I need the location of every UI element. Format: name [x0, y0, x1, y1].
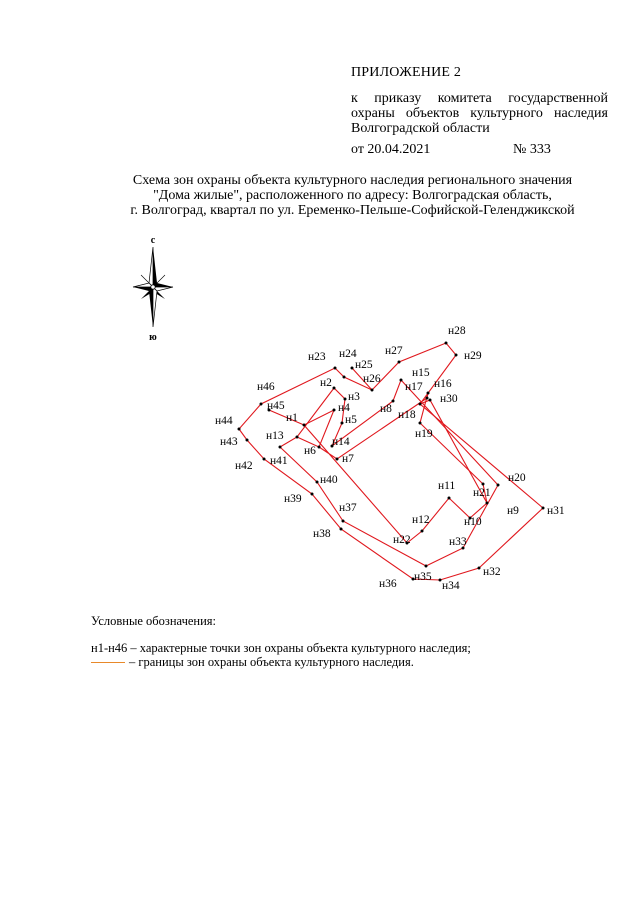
point-label-n5: н5: [345, 414, 357, 426]
point-marker: [344, 398, 347, 401]
point-label-n32: н32: [483, 566, 501, 578]
legend-border-row: [91, 655, 414, 670]
compass-south-label: ю: [149, 332, 157, 343]
point-marker: [333, 387, 336, 390]
point-marker: [341, 422, 344, 425]
compass-north-label: с: [150, 235, 156, 246]
point-marker: [419, 403, 422, 406]
point-label-n30: н30: [440, 393, 458, 405]
point-label-n26: н26: [363, 373, 381, 385]
point-marker: [303, 424, 306, 427]
point-label-n16: н16: [434, 378, 452, 390]
point-marker: [425, 565, 428, 568]
point-marker: [334, 367, 337, 370]
point-label-n18: н18: [398, 409, 416, 421]
point-label-n40: н40: [320, 474, 338, 486]
appendix-title: ПРИЛОЖЕНИЕ 2: [351, 65, 462, 80]
point-marker: [340, 528, 343, 531]
point-marker: [478, 567, 481, 570]
point-label-n29: н29: [464, 350, 482, 362]
point-marker: [497, 484, 500, 487]
order-reference: [351, 91, 608, 136]
point-label-n23: н23: [308, 351, 326, 363]
point-marker: [486, 502, 489, 505]
point-marker: [371, 389, 374, 392]
point-label-n27: н27: [385, 345, 403, 357]
point-marker: [342, 520, 345, 523]
point-label-n46: н46: [257, 381, 275, 393]
point-label-n15: н15: [412, 367, 430, 379]
order-line-1: к приказу комитета государственной: [351, 91, 608, 106]
point-marker: [260, 403, 263, 406]
title-line-3: г. Волгоград, квартал по ул. Еременко-Пельше-Софийской-Геленджикской: [130, 203, 575, 218]
point-label-n21: н21: [473, 487, 491, 499]
scheme-title: [60, 173, 640, 218]
order-date: от 20.04.2021: [351, 142, 431, 157]
point-label-n2: н2: [320, 377, 332, 389]
point-marker: [333, 409, 336, 412]
protection-zones-map: [205, 320, 595, 595]
point-label-n31: н31: [547, 505, 565, 517]
point-label-n14: н14: [332, 436, 350, 448]
title-line-1: Схема зон охраны объекта культурного наследия регионального значения: [132, 173, 573, 188]
point-label-n44: н44: [215, 415, 233, 427]
point-label-n9: н9: [507, 505, 519, 517]
point-marker: [448, 497, 451, 500]
point-marker: [336, 458, 339, 461]
point-label-n43: н43: [220, 436, 238, 448]
point-marker: [400, 379, 403, 382]
point-marker: [419, 422, 422, 425]
point-marker: [427, 392, 430, 395]
point-label-n6: н6: [304, 445, 316, 457]
point-marker: [426, 397, 429, 400]
point-marker: [316, 481, 319, 484]
compass-rose-icon: [128, 233, 178, 343]
point-marker: [398, 361, 401, 364]
legend-points-text: н1-н46 – характерные точки зон охраны объекта культурного наследия;: [91, 641, 471, 655]
point-label-n25: н25: [355, 359, 373, 371]
point-marker: [279, 446, 282, 449]
point-label-n3: н3: [348, 391, 360, 403]
title-line-2: "Дома жилые", расположенного по адресу: Волгоградская область,: [153, 188, 552, 203]
point-label-n7: н7: [342, 453, 354, 465]
point-marker: [429, 399, 432, 402]
point-marker: [351, 367, 354, 370]
point-marker: [421, 530, 424, 533]
zone-boundary-line: [304, 393, 487, 543]
point-label-n4: н4: [338, 402, 350, 414]
point-label-n22: н22: [393, 534, 411, 546]
legend-border-swatch: [91, 662, 125, 663]
point-marker: [412, 578, 415, 581]
point-label-n38: н38: [313, 528, 331, 540]
point-label-n39: н39: [284, 493, 302, 505]
point-marker: [311, 493, 314, 496]
point-label-n37: н37: [339, 502, 357, 514]
point-marker: [246, 439, 249, 442]
order-line-2: охраны объектов культурного наследия: [351, 106, 608, 121]
point-label-n42: н42: [235, 460, 253, 472]
point-marker: [296, 436, 299, 439]
point-label-n28: н28: [448, 325, 466, 337]
legend-heading: Условные обозначения:: [91, 614, 217, 628]
point-label-n12: н12: [412, 514, 430, 526]
point-label-n36: н36: [379, 578, 397, 590]
point-marker: [392, 400, 395, 403]
point-label-n24: н24: [339, 348, 357, 360]
point-label-n19: н19: [415, 428, 433, 440]
point-marker: [318, 446, 321, 449]
point-label-n17: н17: [405, 381, 423, 393]
point-label-n20: н20: [508, 472, 526, 484]
point-label-n33: н33: [449, 536, 467, 548]
point-label-n8: н8: [380, 403, 392, 415]
point-marker: [343, 376, 346, 379]
point-label-n10: н10: [464, 516, 482, 528]
point-marker: [455, 354, 458, 357]
point-label-n45: н45: [267, 400, 285, 412]
characteristic-points: [215, 325, 565, 592]
point-label-n13: н13: [266, 430, 284, 442]
point-marker: [263, 458, 266, 461]
order-number: № 333: [513, 142, 551, 157]
point-marker: [445, 342, 448, 345]
point-label-n1: н1: [286, 412, 298, 424]
point-marker: [542, 507, 545, 510]
point-label-n41: н41: [270, 455, 288, 467]
order-line-3: Волгоградской области: [351, 121, 490, 136]
point-label-n34: н34: [442, 580, 460, 592]
point-marker: [482, 483, 485, 486]
legend-border-text: – границы зон охраны объекта культурного наследия.: [129, 655, 414, 669]
point-label-n35: н35: [414, 571, 432, 583]
point-label-n11: н11: [438, 480, 456, 492]
point-marker: [238, 428, 241, 431]
